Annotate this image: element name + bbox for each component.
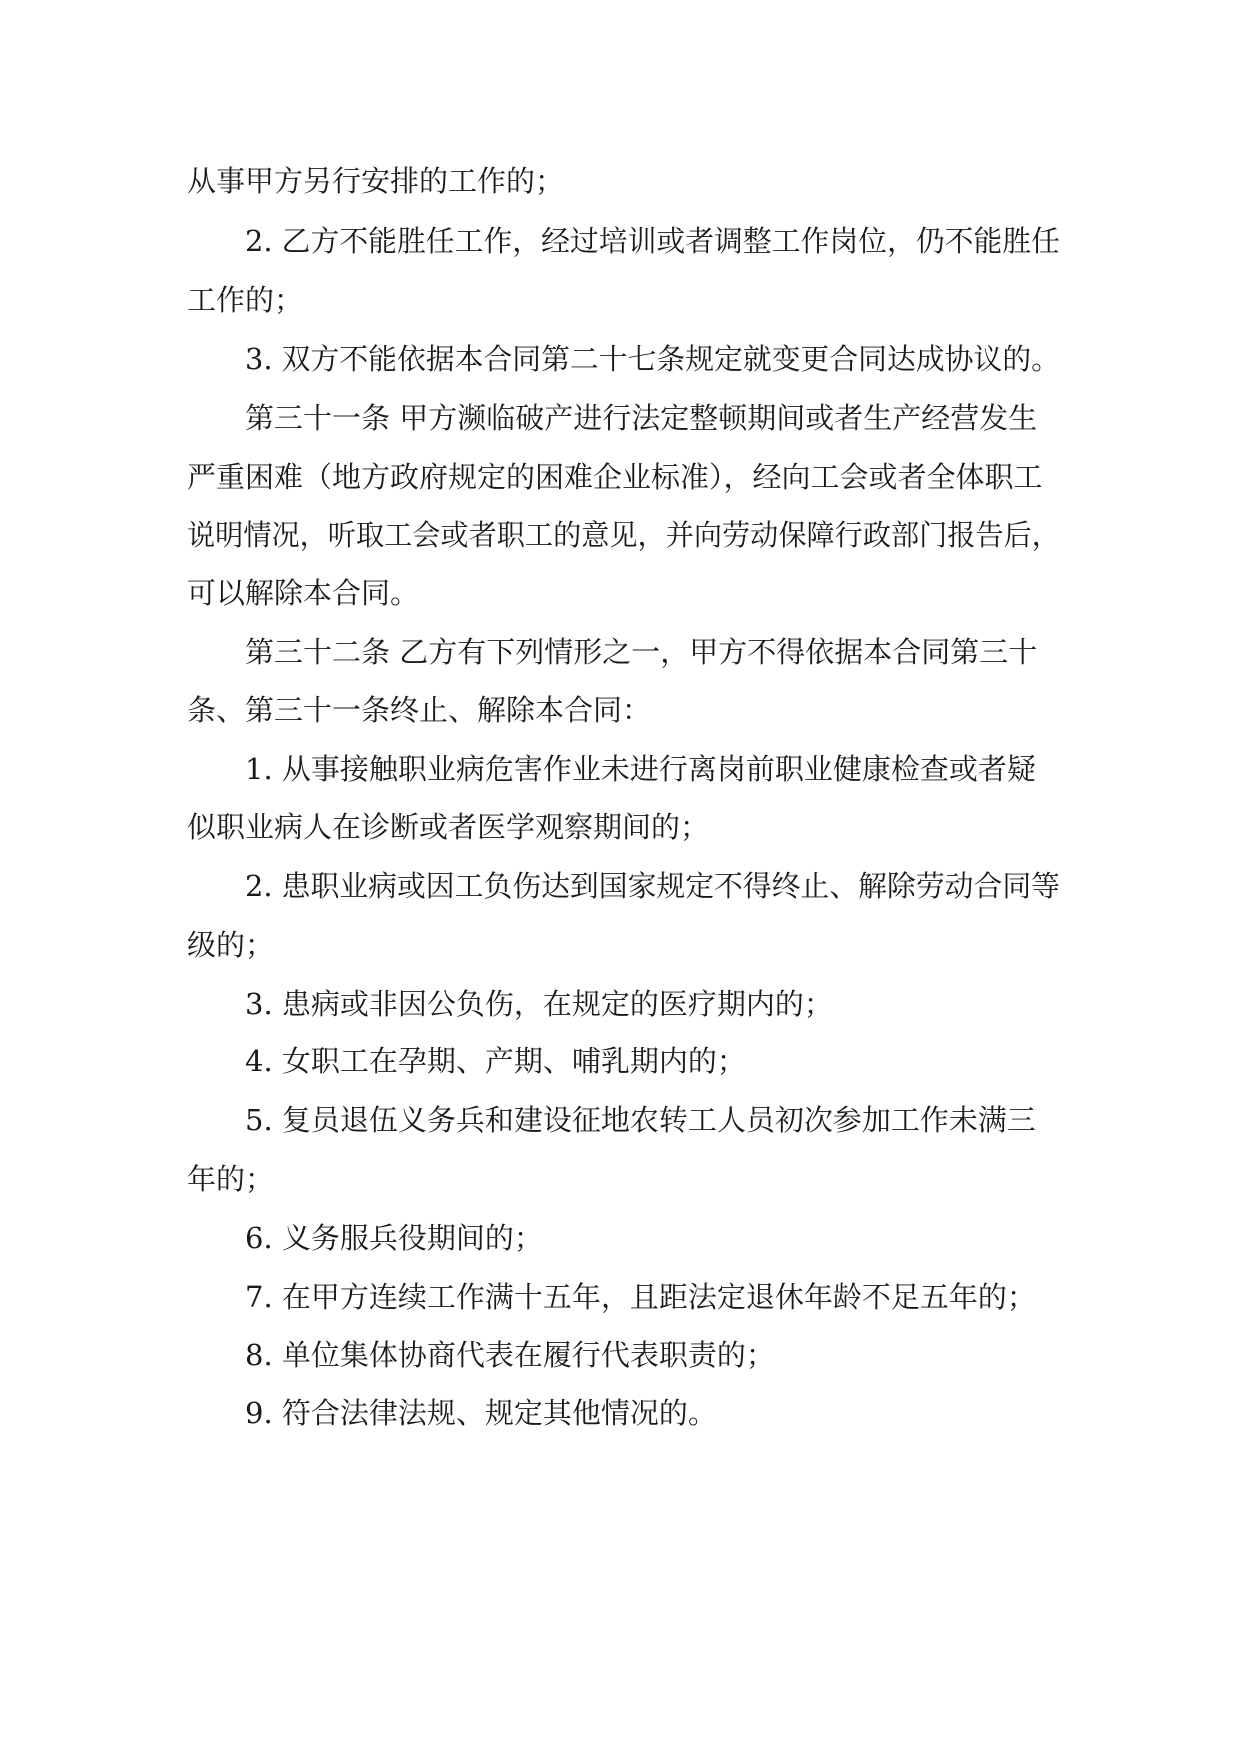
text-line: 似职业病人在诊断或者医学观察期间的； [187, 810, 710, 844]
text-line: 级的； [187, 928, 275, 962]
text-line: 可以解除本合同。 [187, 576, 420, 610]
text-line: 条、第三十一条终止、解除本合同： [187, 693, 652, 727]
text-line: 严重困难（地方政府规定的困难企业标准），经向工会或者全体职工 [187, 460, 1043, 494]
text-line: 第三十一条 甲方濒临破产进行法定整顿期间或者生产经营发生 [245, 401, 1038, 435]
text-line: 5. 复员退伍义务兵和建设征地农转工人员初次参加工作未满三 [245, 1103, 1036, 1137]
text-line: 8. 单位集体协商代表在履行代表职责的； [245, 1338, 775, 1372]
text-line: 4. 女职工在孕期、产期、哺乳期内的； [245, 1044, 746, 1078]
text-line: 工作的； [187, 283, 304, 317]
text-line: 3. 双方不能依据本合同第二十七条规定就变更合同达成协议的。 [245, 342, 1060, 376]
text-line: 从事甲方另行安排的工作的； [187, 164, 565, 198]
text-line: 9. 符合法律法规、规定其他情况的。 [245, 1396, 717, 1430]
text-line: 2. 患职业病或因工负伤达到国家规定不得终止、解除劳动合同等 [245, 869, 1060, 903]
text-line: 3. 患病或非因公负伤，在规定的医疗期内的； [245, 987, 833, 1021]
text-line: 1. 从事接触职业病危害作业未进行离岗前职业健康检查或者疑 [245, 752, 1036, 786]
text-line: 说明情况，听取工会或者职工的意见，并向劳动保障行政部门报告后， [187, 518, 1060, 552]
text-line: 第三十二条 乙方有下列情形之一，甲方不得依据本合同第三十 [245, 635, 1038, 669]
text-line: 7. 在甲方连续工作满十五年，且距法定退休年龄不足五年的； [245, 1280, 1036, 1314]
text-line: 6. 义务服兵役期间的； [245, 1221, 543, 1255]
text-line: 2. 乙方不能胜任工作，经过培训或者调整工作岗位，仍不能胜任 [245, 224, 1060, 258]
text-line: 年的； [187, 1162, 275, 1196]
